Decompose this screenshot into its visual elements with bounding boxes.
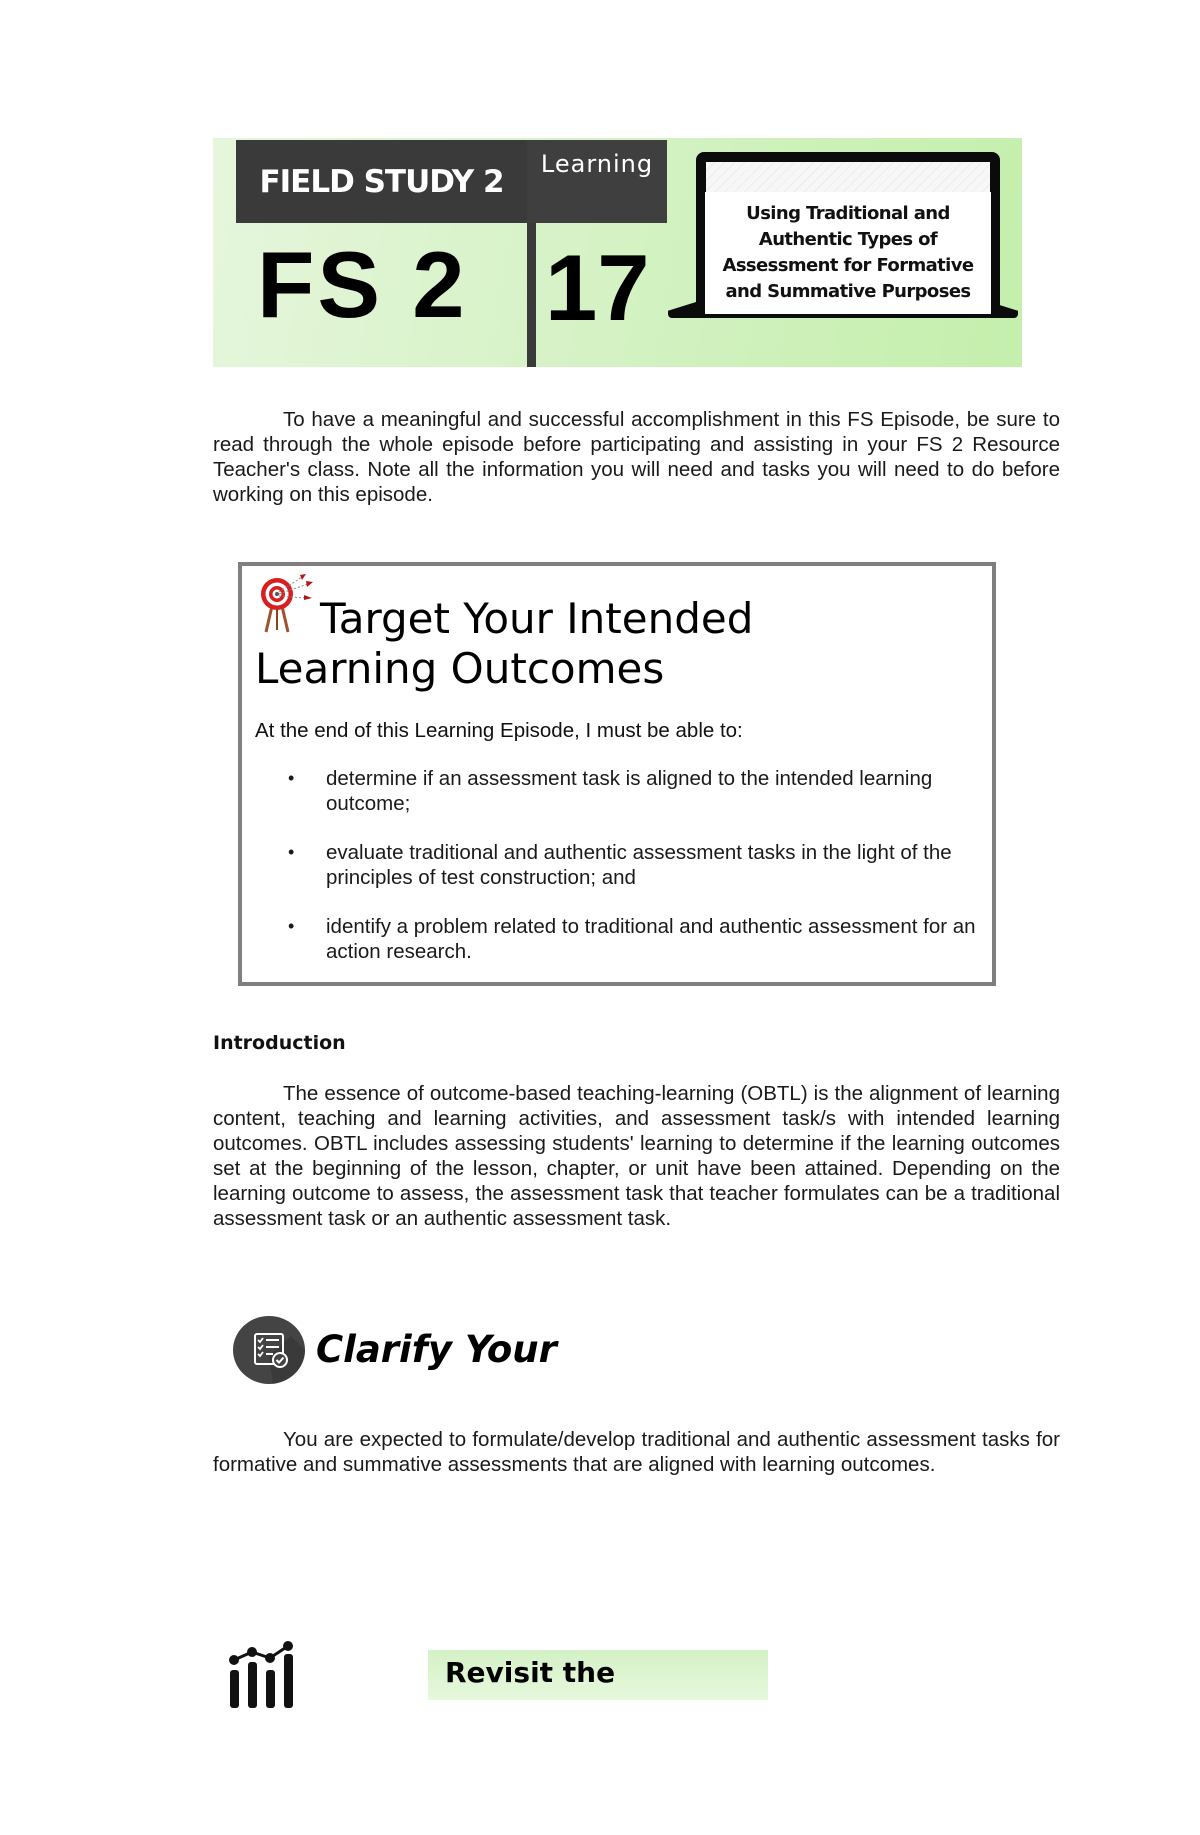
bullet-icon: • xyxy=(288,916,295,936)
outcomes-title-line1: Target Your Intended xyxy=(320,594,754,643)
banner-divider xyxy=(527,223,536,367)
series-label: FIELD STUDY 2 xyxy=(259,163,504,200)
learning-label: Learning xyxy=(527,140,667,223)
clarify-title: Clarify Your xyxy=(316,1328,557,1371)
list-item: • evaluate traditional and authentic assessment tasks in the light of the principles of test construction; and xyxy=(288,841,952,889)
list-item: • determine if an assessment task is aligned to the intended learning outcome; xyxy=(288,767,933,815)
clarify-paragraph: You are expected to formulate/develop traditional and authentic assessment tasks for formative and summative assessments that are aligned with learning outcomes. xyxy=(213,1428,1060,1476)
list-item: • identify a problem related to traditional and authentic assessment for an action research. xyxy=(288,915,976,963)
chart-icon xyxy=(228,1640,298,1708)
introduction-heading: Introduction xyxy=(213,1032,346,1054)
bullet-icon: • xyxy=(288,768,295,788)
outcomes-title-line2: Learning Outcomes xyxy=(255,644,665,693)
revisit-heading-box xyxy=(428,1650,768,1700)
episode-number: 17 xyxy=(545,235,650,340)
banner-header-bar xyxy=(236,140,667,223)
checklist-icon xyxy=(233,1316,305,1384)
outcomes-list xyxy=(242,766,992,988)
course-code: FS 2 xyxy=(257,232,468,337)
bullet-icon: • xyxy=(288,842,295,862)
episode-title: Using Traditional and Authentic Types of Assessment for Formative and Summative Purposes xyxy=(705,192,991,314)
episode-banner xyxy=(213,138,1022,367)
outcomes-lead: At the end of this Learning Episode, I must be able to: xyxy=(255,719,743,742)
learning-outcomes-box xyxy=(238,562,996,986)
revisit-title: Revisit the xyxy=(445,1656,616,1689)
intro-paragraph: To have a meaningful and successful accomplishment in this FS Episode, be sure to read through the whole episode before participating and assisting in your FS 2 Resource Teacher's class. Note all the information you will need and tasks you will need to do before working on this episode. xyxy=(213,408,1060,506)
outcomes-title xyxy=(255,594,955,694)
introduction-paragraph: The essence of outcome-based teaching-learning (OBTL) is the alignment of learning content, teaching and learning activities, and assessment task/s with intended learning outcomes. OBTL includes assessing students' learning to determine if the learning outcomes set at the beginning of the lesson, chapter, or unit have been attained. Depending on the learning outcome to assess, the assessment task that teacher formulates can be a traditional assessment task or an authentic assessment task. xyxy=(213,1082,1060,1230)
